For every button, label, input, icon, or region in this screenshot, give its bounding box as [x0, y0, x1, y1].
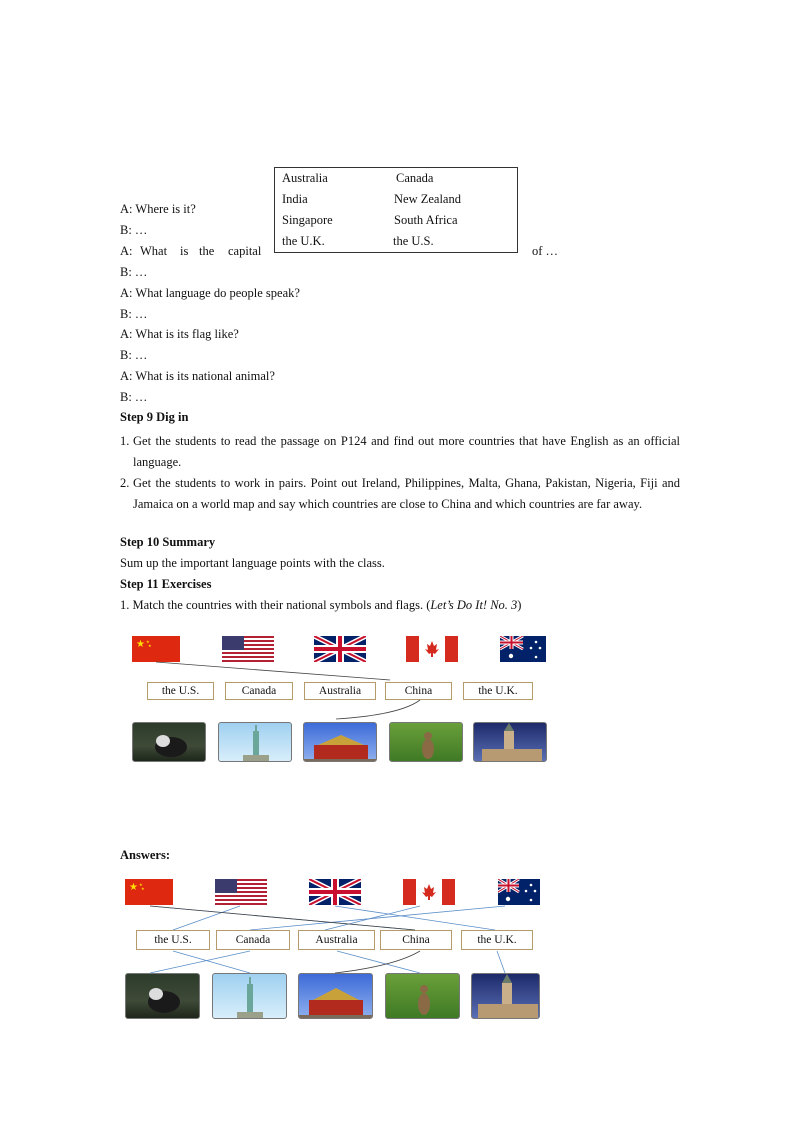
svg-text:★: ★: [136, 639, 145, 650]
speaker: A:: [120, 244, 133, 258]
step9-item-1: [120, 431, 680, 473]
item-number: 1.: [120, 434, 130, 448]
answers-title: Answers:: [120, 848, 170, 862]
instruction-text: 1. Match the countries with their national symbols and flags. (: [120, 598, 431, 612]
label-canada: Canada: [225, 682, 293, 700]
tiananmen-picture: [303, 722, 377, 762]
instruction-text: ): [517, 598, 522, 612]
svg-text:★: ★: [146, 639, 150, 644]
label-the-us: the U.S.: [136, 930, 210, 950]
word: of …: [532, 244, 559, 258]
label-china: China: [380, 930, 452, 950]
item-text: Get the students to read the passage on P124 and find out more countries that have English as an official language.: [133, 434, 680, 469]
word-south-africa: South Africa: [394, 213, 458, 227]
step10-title: Step 10 Summary: [120, 535, 216, 549]
svg-text:★: ★: [141, 886, 145, 891]
word-canada: Canada: [396, 171, 434, 185]
uk-flag-icon: [309, 879, 361, 905]
panda-picture: [132, 722, 206, 762]
step11-item-1: [120, 598, 521, 613]
word: is: [180, 244, 189, 258]
item-text: Get the students to work in pairs. Point out Ireland, Philippines, Malta, Ghana, Pakistan, Nigeria, Fiji and Jamaica on a world map and say which countries are close to China and which countries are far away.: [133, 476, 680, 511]
australia-flag-icon: [498, 879, 540, 905]
country-word-box: [274, 167, 518, 253]
dialogue-line: A: What is its national animal?: [120, 369, 275, 383]
canada-flag-icon: [406, 636, 458, 662]
label-china: China: [385, 682, 452, 700]
statue-of-liberty-picture: [212, 973, 287, 1019]
svg-text:★: ★: [129, 882, 138, 893]
word-singapore: Singapore: [282, 213, 333, 227]
label-the-uk: the U.K.: [463, 682, 533, 700]
item-number: 2.: [120, 476, 130, 490]
word-the-us: the U.S.: [393, 234, 434, 248]
word: capital: [228, 244, 262, 258]
step9-title: Step 9 Dig in: [120, 410, 189, 424]
word: the: [199, 244, 215, 258]
word: What: [140, 244, 168, 258]
kangaroo-picture: [385, 973, 460, 1019]
statue-of-liberty-picture: [218, 722, 292, 762]
word-the-uk: the U.K.: [282, 234, 325, 248]
tiananmen-picture: [298, 973, 373, 1019]
label-canada: Canada: [216, 930, 290, 950]
dialogue-line: B: …: [120, 307, 148, 321]
word-india: India: [282, 192, 308, 206]
uk-flag-icon: [314, 636, 366, 662]
dialogue-line: B: …: [120, 223, 148, 237]
word-new-zealand: New Zealand: [394, 192, 461, 206]
china-flag-icon: [132, 636, 180, 662]
parliament-picture: [471, 973, 540, 1019]
china-flag-icon: [125, 879, 173, 905]
us-flag-icon: [222, 636, 274, 662]
canada-flag-icon: [403, 879, 455, 905]
dialogue-line: B: …: [120, 390, 148, 404]
dialogue-line: B: …: [120, 265, 148, 279]
label-the-us: the U.S.: [147, 682, 214, 700]
label-australia: Australia: [304, 682, 376, 700]
parliament-picture: [473, 722, 547, 762]
label-the-uk: the U.K.: [461, 930, 533, 950]
svg-text:★: ★: [139, 882, 143, 887]
svg-text:★: ★: [148, 643, 152, 648]
step10-text: Sum up the important language points with the class.: [120, 556, 385, 570]
word-australia: Australia: [282, 171, 328, 185]
step11-title: Step 11 Exercises: [120, 577, 212, 591]
dialogue-line: A: Where is it?: [120, 202, 196, 216]
dialogue-line: B: …: [120, 348, 148, 362]
dialogue-line: A: What language do people speak?: [120, 286, 300, 300]
dialogue-line: A: What is its flag like?: [120, 327, 239, 341]
panda-picture: [125, 973, 200, 1019]
reference-text: Let’s Do It! No. 3: [430, 598, 518, 612]
step9-item-2: [120, 473, 680, 515]
label-australia: Australia: [298, 930, 375, 950]
kangaroo-picture: [389, 722, 463, 762]
australia-flag-icon: [500, 636, 546, 662]
us-flag-icon: [215, 879, 267, 905]
